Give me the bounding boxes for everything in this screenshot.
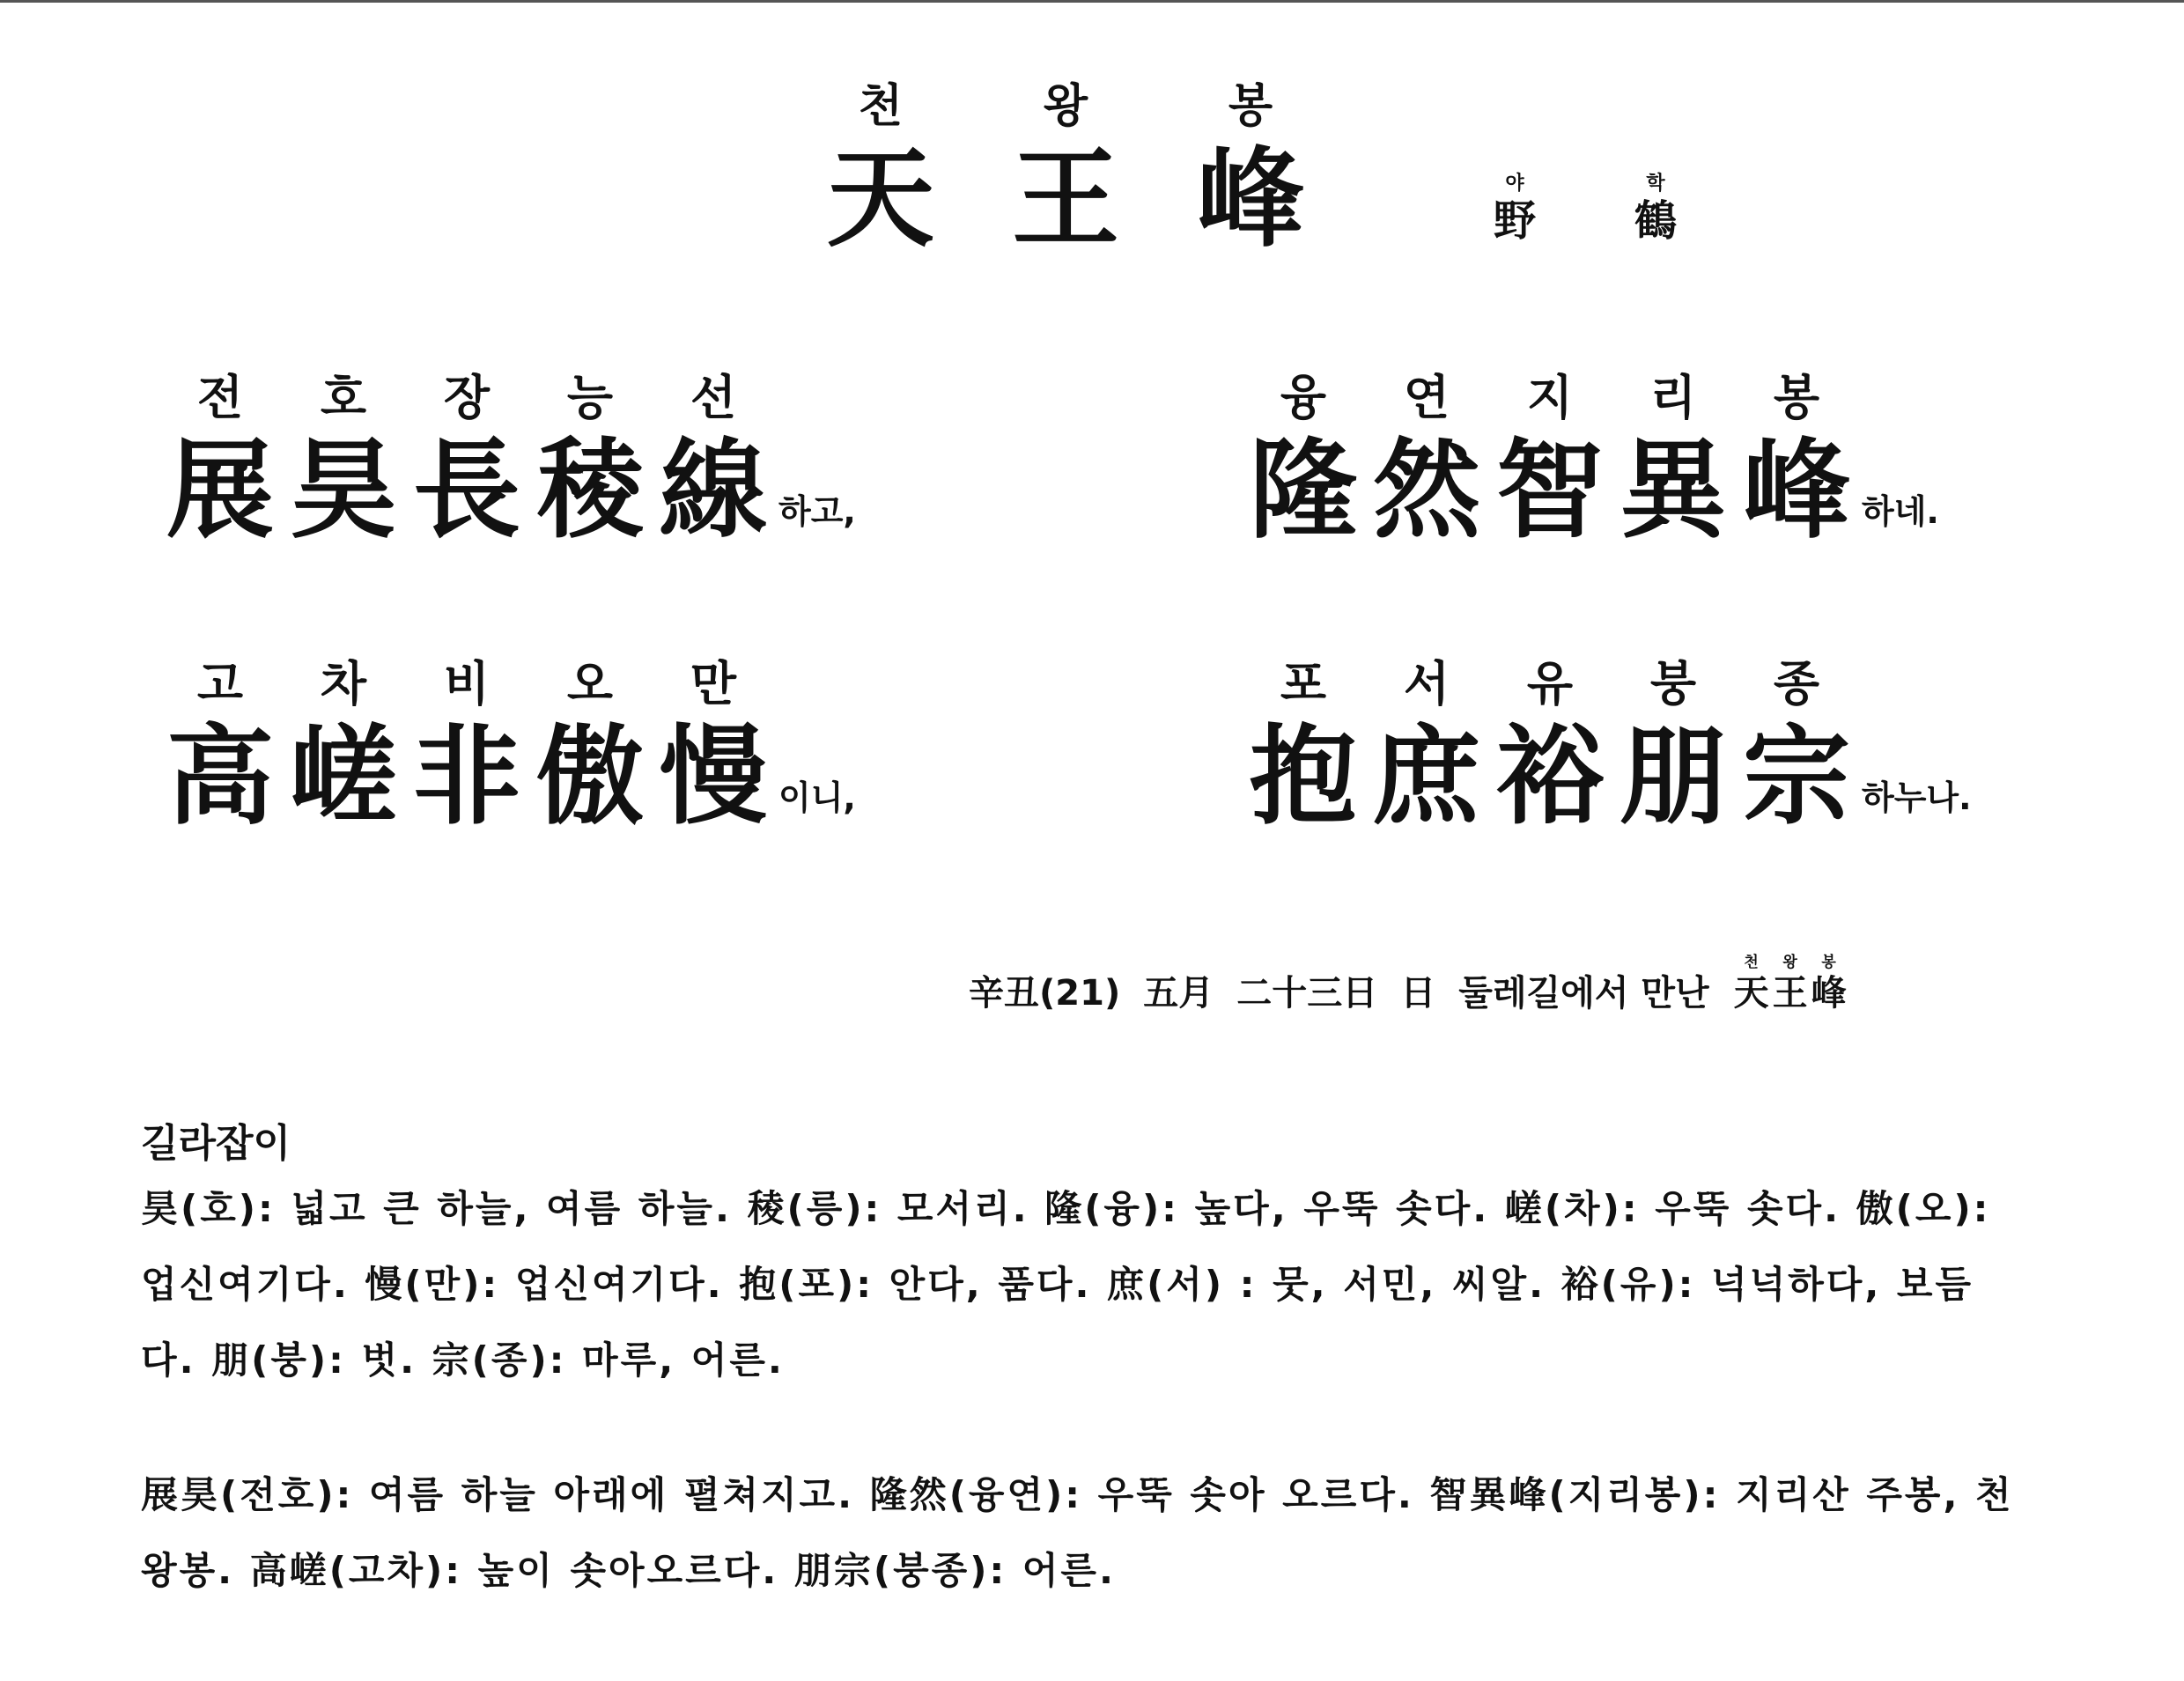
verse-reading: 봉: [1773, 370, 1820, 425]
title-hanja: 峰: [1197, 135, 1304, 262]
verse-reading: 융: [1280, 370, 1327, 425]
verse-reading: 만: [690, 656, 737, 711]
top-border-line: [0, 0, 2184, 3]
verse-reading: 포: [1280, 656, 1327, 711]
date-line: [969, 953, 1848, 1014]
verse-hanja: 抱: [1250, 712, 1357, 839]
verse-char: [405, 656, 528, 839]
verse-reading: 서: [1403, 656, 1450, 711]
verse-suffix: 하고,: [778, 492, 856, 531]
verse-char: [652, 656, 775, 839]
verse-reading: 지: [1526, 370, 1574, 425]
verse-reading: 비: [443, 656, 491, 711]
verse-hanja: 嵯: [290, 712, 397, 839]
verse-line-4: [1242, 656, 1972, 839]
verse-hanja: 線: [660, 426, 767, 553]
verse-char: [282, 656, 405, 839]
verse-char: [652, 370, 775, 553]
verse-char: [1735, 656, 1858, 839]
verse-hanja: 智: [1496, 426, 1604, 553]
date-day: 二十三日: [1236, 973, 1378, 1014]
date-year: 辛丑(21): [969, 973, 1121, 1014]
verse-reading: 유: [1526, 656, 1574, 711]
verse-line-2: [1242, 370, 1939, 553]
title-reading: 왕: [1043, 80, 1088, 133]
author-name: [1444, 172, 1726, 246]
date-title-char: [1732, 953, 1771, 1014]
verse-suffix: 하누나.: [1862, 778, 1972, 817]
title-reading: 천: [858, 80, 904, 133]
date-title-reading: 천: [1744, 954, 1759, 971]
verse-reading: 붕: [1649, 656, 1697, 711]
title-hanja: 王: [1012, 135, 1119, 262]
title-char: [1158, 79, 1343, 262]
poem-title: [788, 79, 1343, 262]
verse-char: [1612, 370, 1735, 553]
date-title-reading: 왕: [1782, 954, 1797, 971]
verse-reading: 호: [320, 370, 367, 425]
author-hanja: 鶴: [1634, 196, 1677, 246]
verse-hanja: 然: [1373, 426, 1480, 553]
title-char: [973, 79, 1158, 262]
date-title: [1732, 953, 1848, 1014]
verse-char: [1365, 656, 1488, 839]
verse-reading: 차: [320, 656, 367, 711]
author-char: [1585, 172, 1726, 246]
author-char: [1444, 172, 1585, 246]
verse-hanja: 高: [166, 712, 274, 839]
glossary-title: 길라잡이: [141, 1121, 291, 1166]
verse-reading: 선: [690, 370, 737, 425]
verse-hanja: 展: [166, 426, 274, 553]
date-place: 둘레길에서 만난: [1458, 973, 1709, 1014]
verse-reading: 장: [443, 370, 491, 425]
verse-char: [1488, 656, 1612, 839]
verse-char: [1488, 370, 1612, 553]
author-reading: 야: [1505, 173, 1524, 195]
verse-hanja: 非: [413, 712, 520, 839]
verse-suffix: 이니,: [778, 778, 856, 817]
verse-char: [282, 370, 405, 553]
title-reading: 봉: [1228, 80, 1273, 133]
verse-line-1: [159, 370, 856, 553]
date-title-hanja: 峰: [1811, 972, 1847, 1014]
verse-char: [1242, 656, 1365, 839]
date-title-reading: 봉: [1821, 954, 1836, 971]
verse-hanja: 隆: [1250, 426, 1357, 553]
verse-char: [1365, 370, 1488, 553]
verse-char: [159, 656, 282, 839]
verse-hanja: 宗: [1743, 712, 1850, 839]
date-title-char: [1771, 953, 1810, 1014]
verse-hanja: 峰: [1743, 426, 1850, 553]
glossary-paragraph-2: 展昊(전호): 여름 하늘 아래에 펼쳐지고. 隆然(융연): 우뚝 솟아 오르다. 智異峰(지리봉): 지리산 주봉, 천왕봉. 高嵯(고차): 높이 솟아오르다. 朋宗(붕종): 어른.: [141, 1473, 2014, 1592]
date-weekday: 日: [1400, 973, 1436, 1014]
verse-hanja: 朋: [1620, 712, 1727, 839]
verse-reading: 리: [1649, 370, 1697, 425]
verse-char: [1612, 656, 1735, 839]
verse-char: [159, 370, 282, 553]
verse-reading: 전: [196, 370, 244, 425]
verse-line-3: [159, 656, 856, 839]
verse-hanja: 稜: [536, 426, 644, 553]
verse-hanja: 異: [1620, 426, 1727, 553]
verse-hanja: 昊: [290, 426, 397, 553]
verse-reading: 종: [1773, 656, 1820, 711]
verse-reading: 능: [566, 370, 614, 425]
glossary-paragraph-1: 昊(호): 넓고 큰 하늘, 여름 하늘. 稜(릉): 모서리. 隆(융): 높다, 우뚝 솟다. 嵯(차): 우뚝 솟다. 傲(오): 업신여기다. 慢(만): 업신여기다. 抱(포): 안다, 품다. 庶(서) : 뭇, 서민, 씨알. 裕(유): 넉넉하다, 보듬다. 朋(붕): 벗. 宗(종): 마루, 어른.: [141, 1187, 1991, 1382]
title-char: [788, 79, 973, 262]
date-title-hanja: 天: [1733, 972, 1769, 1014]
title-hanja: 天: [827, 135, 934, 262]
verse-char: [405, 370, 528, 553]
verse-hanja: 長: [413, 426, 520, 553]
author-reading: 학: [1646, 173, 1665, 195]
date-title-hanja: 王: [1772, 972, 1808, 1014]
verse-hanja: 傲: [536, 712, 644, 839]
verse-reading: 고: [196, 656, 244, 711]
date-title-char: [1810, 953, 1848, 1014]
verse-char: [1242, 370, 1365, 553]
verse-reading: 오: [566, 656, 614, 711]
verse-char: [528, 656, 652, 839]
verse-char: [1735, 370, 1858, 553]
verse-char: [528, 370, 652, 553]
author-hanja: 野: [1493, 196, 1536, 246]
verse-reading: 연: [1403, 370, 1450, 425]
verse-hanja: 庶: [1373, 712, 1480, 839]
date-month: 五月: [1143, 973, 1214, 1014]
verse-hanja: 慢: [660, 712, 767, 839]
verse-hanja: 裕: [1496, 712, 1604, 839]
verse-suffix: 하네.: [1862, 492, 1939, 531]
